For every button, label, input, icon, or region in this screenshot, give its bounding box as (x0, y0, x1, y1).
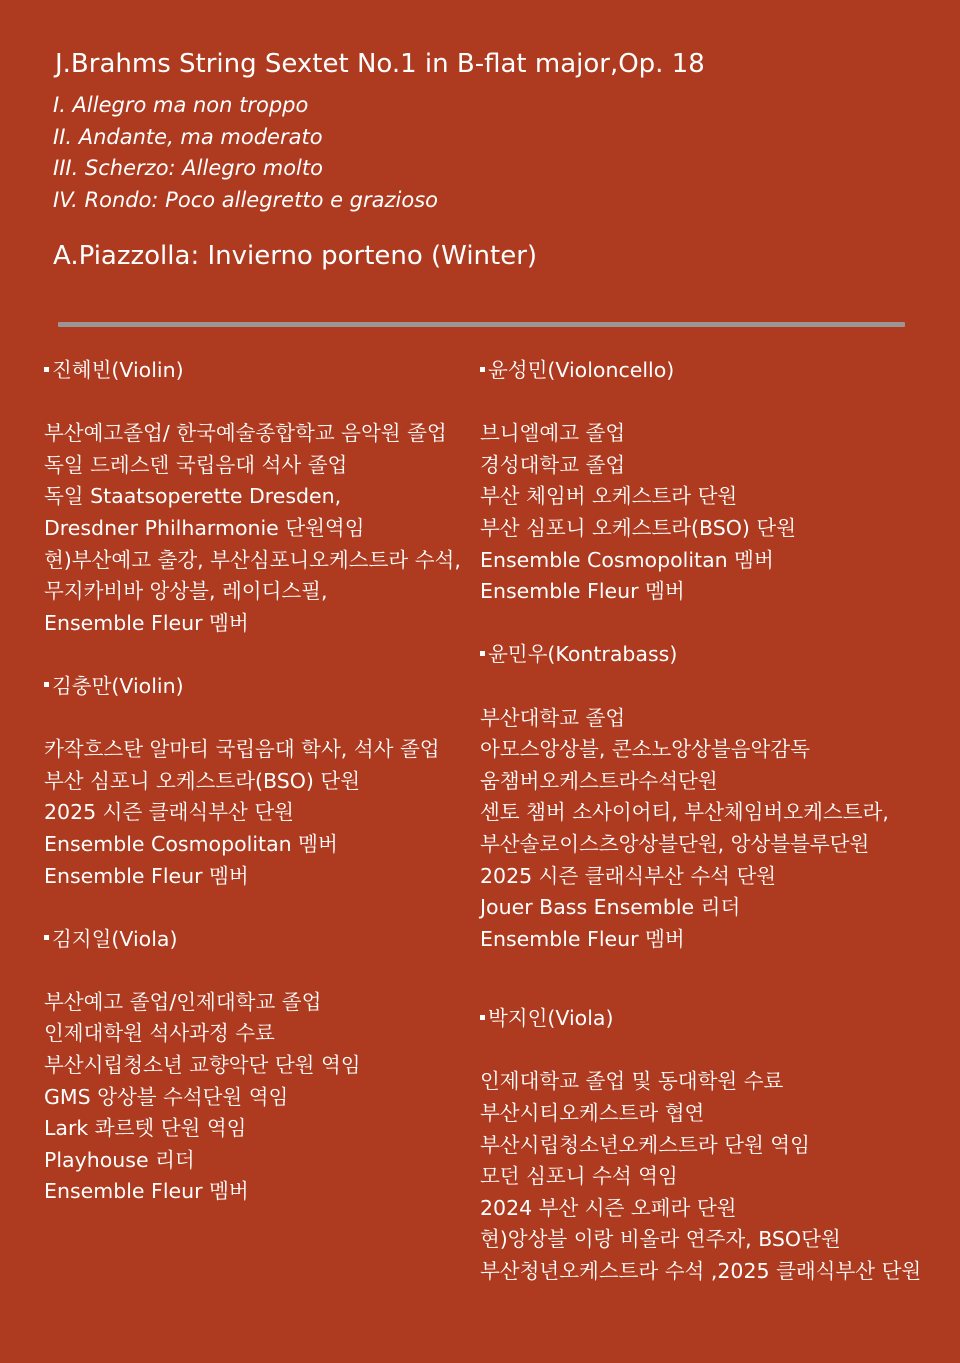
performer-name: 박지인(Viola) (480, 1003, 930, 1035)
bio-line: 2024 부산 시즌 오페라 단원 (480, 1195, 737, 1220)
bio-line: 부산 심포니 오케스트라(BSO) 단원 (44, 768, 361, 793)
performer-entry (480, 355, 930, 608)
bio-line: 부산시립청소년 교향악단 단원 역임 (44, 1053, 361, 1078)
bio-line: Ensemble Cosmopolitan 멤버 (44, 831, 338, 856)
movement-item: II. Andante, ma moderato (53, 124, 323, 149)
performer-bio (44, 987, 464, 1208)
performers-right-column (480, 355, 930, 1288)
performer-bio (44, 734, 464, 892)
bullet-icon (44, 367, 49, 372)
performer-name: 윤민우(Kontrabass) (480, 639, 930, 671)
bio-line: GMS 앙상블 수석단원 역임 (44, 1084, 289, 1109)
bio-line: 현)앙상블 이랑 비올라 연주자, BSO단원 (480, 1227, 841, 1252)
bio-line: 2025 시즌 클래식부산 단원 (44, 800, 294, 825)
bio-line: 부산솔로이스츠앙상블단원, 앙상블블루단원 (480, 831, 870, 856)
movement-list (53, 90, 913, 216)
bio-line: 인제대학교 졸업 및 동대학원 수료 (480, 1069, 784, 1094)
bio-line: Jouer Bass Ensemble 리더 (480, 895, 741, 920)
performer-name: 진혜빈(Violin) (44, 355, 464, 387)
performer-bio (480, 418, 930, 608)
movement-item: III. Scherzo: Allegro molto (53, 156, 323, 180)
bio-line: 센토 챔버 소사이어티, 부산체임버오케스트라, (480, 800, 889, 825)
bio-line: 인제대학원 석사과정 수료 (44, 1021, 275, 1046)
bio-line: 부산대학교 졸업 (480, 705, 626, 730)
bio-line: 현)부산예고 출강, 부산심포니오케스트라 수석, (44, 547, 461, 572)
bio-line: Ensemble Fleur 멤버 (44, 610, 249, 635)
bio-line: 움챔버오케스트라수석단원 (480, 768, 718, 793)
performers-left-column (44, 355, 464, 1208)
movement-item: I. Allegro ma non troppo (53, 93, 309, 117)
performer-entry (44, 355, 464, 639)
performer-name: 윤성민(Violoncello) (480, 355, 930, 387)
bullet-icon (480, 367, 485, 372)
bio-line: 독일 드레스덴 국립음대 석사 졸업 (44, 452, 348, 477)
bio-line: 2025 시즌 클래식부산 수석 단원 (480, 863, 777, 888)
performer-bio (480, 703, 930, 956)
bio-line: 부산예고 졸업/인제대학교 졸업 (44, 989, 322, 1014)
movement-item: IV. Rondo: Poco allegretto e grazioso (53, 187, 439, 212)
bio-line: Dresdner Philharmonie 단원역임 (44, 515, 365, 540)
work-title-piazzolla: A.Piazzolla: Invierno porteno (Winter) (53, 241, 538, 271)
bio-line: 무지카비바 앙상블, 레이디스필, (44, 579, 328, 604)
bio-line: 부산시티오케스트라 협연 (480, 1101, 705, 1126)
performer-name: 김충만(Violin) (44, 671, 464, 703)
performer-name: 김지일(Viola) (44, 924, 464, 956)
bio-line: Ensemble Fleur 멤버 (44, 863, 249, 888)
bio-line: 부산 심포니 오케스트라(BSO) 단원 (480, 515, 797, 540)
bullet-icon (480, 651, 485, 656)
bio-line: 부산청년오케스트라 수석 ,2025 클래식부산 단원 (480, 1259, 922, 1284)
bio-line: Lark 콰르텟 단원 역임 (44, 1116, 247, 1141)
bio-line: Ensemble Fleur 멤버 (44, 1179, 249, 1204)
work-title-brahms: J.Brahms String Sextet No.1 in B-flat major,Op. 18 (55, 49, 705, 79)
bio-line: 독일 Staatsoperette Dresden, (44, 484, 342, 509)
performer-entry (44, 671, 464, 892)
bio-line: 경성대학교 졸업 (480, 452, 626, 477)
bio-line: 부산시립청소년오케스트라 단원 역임 (480, 1132, 810, 1157)
program-section (53, 44, 913, 276)
bio-line: Playhouse 리더 (44, 1147, 195, 1172)
bullet-icon (44, 935, 49, 940)
bio-line: 브니엘예고 졸업 (480, 421, 626, 446)
performer-bio (44, 418, 464, 639)
bullet-icon (480, 1015, 485, 1020)
bio-line: 부산 체임버 오케스트라 단원 (480, 484, 738, 509)
bio-line: Ensemble Cosmopolitan 멤버 (480, 547, 774, 572)
performer-entry (44, 924, 464, 1208)
bio-line: Ensemble Fleur 멤버 (480, 926, 685, 951)
bio-line: Ensemble Fleur 멤버 (480, 579, 685, 604)
bio-line: 카작흐스탄 알마티 국립음대 학사, 석사 졸업 (44, 737, 440, 762)
performer-entry (480, 639, 930, 955)
performer-bio (480, 1066, 930, 1287)
bio-line: 부산예고졸업/ 한국예술종합학교 음악원 졸업 (44, 421, 447, 446)
section-divider (58, 322, 905, 327)
bullet-icon (44, 682, 49, 687)
performer-entry (480, 1003, 930, 1287)
bio-line: 아모스앙상블, 콘소노앙상블음악감독 (480, 737, 810, 762)
bio-line: 모던 심포니 수석 역임 (480, 1164, 678, 1189)
